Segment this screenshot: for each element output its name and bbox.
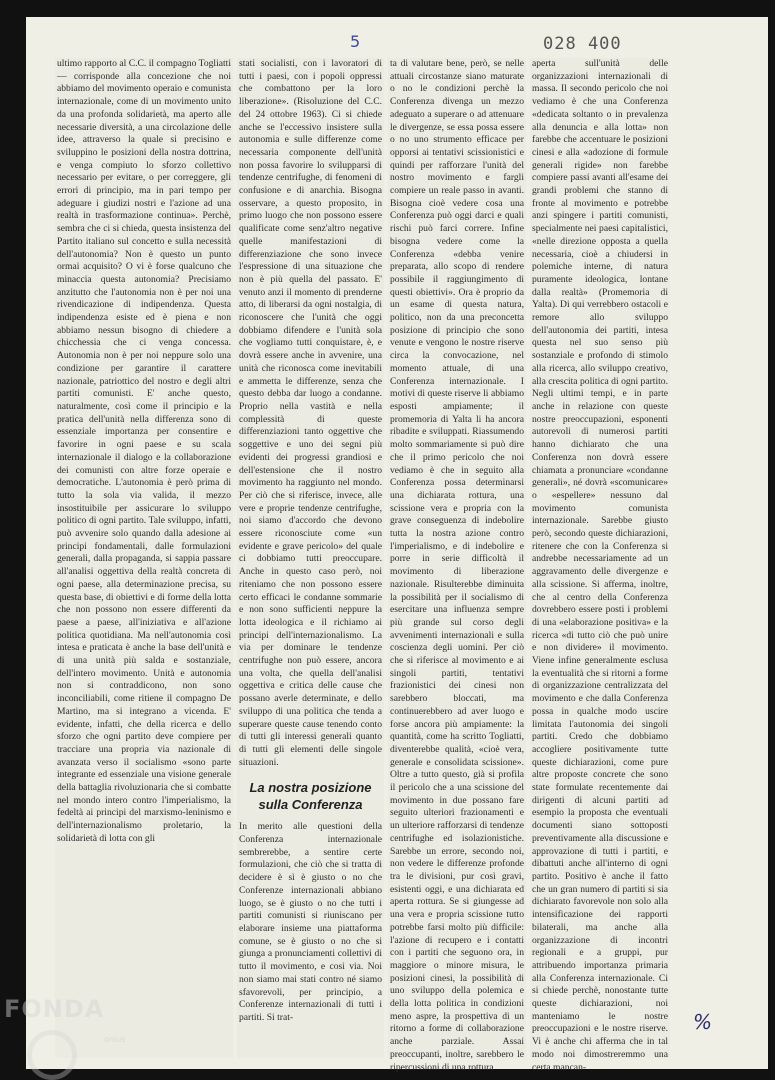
- newspaper-column-1: [55, 58, 233, 1058]
- handwritten-mark: %: [693, 1010, 713, 1034]
- column-4-text: aperta sull'unità delle organizzazioni internazionali di massa. Il secondo pericolo che noi vediamo è che una Conferenza «dedicata soltanto o in prevalenza alla denuncia e alla lotta» non farebbe che accentuare le posizioni cinesi e alla «adozione di formule generali rigide» non farebbe compiere passi avanti all'esame dei grandi problemi che stanno di fronte al movimento e potrebbe anzi spingere i partiti comunisti, specialmente nei paesi capitalistici, «nelle direzione opposta a quella necessaria, cioè a chiudersi in polemiche interne, di natura puramente ideologica, lontane dalla realtà» (Promemoria di Yalta). Di qui verrebbero ostacoli e remore allo sviluppo dell'autonomia dei partiti, intesa questa nel suo senso più sostanziale e profondo di stimolo alla ricerca, allo sviluppo creativo, alla crescita politica di ogni partito. Negli ultimi tempi, e in parte anche in relazione con queste nostre preoccupazioni, esponenti autorevoli di numerosi partiti hanno dichiarato che una Conferenza non dovrà essere chiamata a pronunciare «condanne generali», né dovrà «scomunicare» o «espellere» nessuno dal movimento comunista internazionale. Sarebbe giusto però, secondo queste dichiarazioni, ritenere che con la Conferenza si andrebbe necessariamente ad un aggravamento delle divergenze e alla scissione. Si afferma, inoltre, che al centro della Conferenza dovrebbero essere posti i problemi di una «elaborazione positiva» e la ricerca «di tutto ciò che può unire e non dividere» il movimento. Viene infine generalmente esclusa la eventualità che si ritorni a forme di organizzazione centralizzata del movimento e che dalla Conferenza possa in qualche modo uscire limitata l'autonomia dei singoli partiti. Credo che dobbiamo accogliere positivamente tutte queste dichiarazioni, come pure altre proposte concrete che sono state formulate recentemente dai dirigenti di alcuni partiti ad esempio la proposta che eventuali documenti siano sottoposti preventivamente alla discussione e approvazione di tutti i partiti, e dibattuti anche all'interno di ogni partito. Positivo è anche il fatto che un gran numero di partiti si sia dichiarato favorevole non solo alla intensificazione dei rapporti bilaterali, ma anche alla organizzazione di incontri regionali e a gruppi, pur attribuendo importanza primaria alla Conferenza internazionale. Ci si chiede perchè, nonostante tutte queste dichiarazioni, noi manteniamo le nostre preoccupazioni e le nostre riserve. Vi è anche chi afferma che in tal modo noi dimostreremmo una certa mancan-: [532, 58, 668, 1073]
- archive-stamp-number: 028 400: [543, 34, 622, 54]
- watermark-logo-icon: [27, 1030, 77, 1080]
- handwritten-page-number: 5: [350, 32, 361, 51]
- section-heading: La nostra posizione sulla Conferenza: [249, 780, 372, 813]
- column-3-text: ta di valutare bene, però, se nelle attuali circostanze siano maturate o no le condizioni perchè la Conferenza divenga un mezzo adeguato a superare o ad attenuare le divergenze, se essa possa essere o no uno strumento efficace per opporsi ai tentativi scissionistici e quindi per rafforzare l'unità del nostro movimento e fargli compiere un reale passo in avanti. Bisogna cioè vedere cosa una Conferenza può oggi darci e quali rischi può farci correre. Infine bisogna vedere come la Conferenza «debba venire preparata, allo scopo di rendere possibile il raggiungimento di questi obiettivi». Ora è proprio da un esame di questa natura, politico, non da una preconcetta posizione di principio che sono venute e vengono le nostre riserve circa la convocazione, nel momento attuale, di una Conferenza internazionale. I motivi di queste riserve li abbiamo esposti ampiamente; il promemoria di Yalta li ha ancora ribadite e sviluppati. Riassumendo molto sommariamente si può dire che il primo pericolo che noi vediamo è che in seguito alla Conferenza possa determinarsi una dichiarata rottura, una scissione vera e propria con la grave conseguenza di indebolire tutta la nostra azione contro l'imperialismo, e di indebolire e porre in serie difficoltà il movimento di liberazione nazionale. Risulterebbe diminuita la possibilità per il socialismo di esercitare una influenza sempre più grande sul corso degli avvenimenti internazionali e sulla coscienza degli uomini. Per ciò che si riferisce al movimento e ai singoli partiti, tentativi frazionistici dei cinesi non sarebbero bloccati, ma continuerebbero ad aver luogo e forse ancora più ampiamente: la quantità, come ha scritto Togliatti, diventerebbe qualità, «cioè vera, generale e consolidata scissione». Oltre a tutto questo, già si profila il pericolo che a una scissione del movimento in due possano fare seguito ulteriori frazionamenti e un ulteriore rafforzarsi di tendenze centrifughe ed isolazionistiche. Sarebbe un errore, secondo noi, non vedere le differenze profonde tra le divisioni, pur così gravi, esistenti oggi, e una dichiarata ed aperta rottura. Se si giungesse ad una vera e propria scissione tutto potrebbe farsi molto più difficile: l'azione di recupero e i contatti con i partiti che seguono ora, in maggiore o minore misura, le posizioni cinesi, la possibilità di uno sviluppo della polemica e della lotta politica in condizioni meno aspre, la prospettiva di un ritorno a forme di collaborazione anche parziale. Assai preoccupanti, inoltre, sarebbero le ripercussioni di una rottura: [390, 58, 524, 1073]
- newspaper-column-3: [388, 58, 526, 1073]
- column-2-text-bottom: In merito alle questioni della Conferenza internazionale sembrerebbe, a sentire certe formulazioni, che ciò che si tratta di decidere è sì è giusto o no che Conferenze internazionali abbiano luogo, se è giusto o no che tutti i partiti comunisti si riuniscano per elaborare insieme una piattaforma comune, se è giusto o no che si giunga a pronunciamenti collettivi di tutto il movimento, e così via. Noi non siamo mai stati contro né siamo sfavorevoli, per principio, a Conferenze internazionali di tutti i partiti. Si trat-: [239, 821, 382, 1023]
- column-1-text: ultimo rapporto al C.C. il compagno Togliatti — corrisponde alla concezione che noi abbiamo del movimento operaio e comunista internazionale, come di un movimento unito da una profonda solidarietà, ma aperto alle necessarie diversità, a una circolazione delle idee, attraverso la quale si precisino e sviluppino le posizioni della nostra dottrina, e venga compiuto lo sforzo collettivo necessario per evitare, o per correggere, gli errori di principio, ma in pari tempo per adeguare i giudizi nostri e l'azione ad una realtà in trasformazione continua». Perchè, sembra che ci si chieda, questa insistenza del Partito italiano sul concetto e sulla necessità dell'autonomia? Non è questo un punto ormai acquisito? O vi è forse qualcuno che minaccia questa autonomia? Precisiamo anzitutto che l'autonomia non è per noi una rivendicazione di indipendenza. Questa indipendenza esiste ed è piena e non abbiamo nessun bisogno di chiedere a chicchessia che ci venga concessa. Autonomia non è per noi neppure solo una condizione per garantire il carattere nazionale, patriottico del nostro e degli altri partiti comunisti. E' anche questo, naturalmente, così come il principio e la pratica dell'unità nella differenza sono di essenziale importanza per consentire e favorire in ogni paese e su scala internazionale il dialogo e la collaborazione dei comunisti con altre forze operaie e democratiche. L'autonomia è però prima di tutto la sola via valida, il mezzo insostituibile per assicurare lo sviluppo politico di ogni partito. Tale sviluppo, infatti, può avvenire solo quando dalla adesione ai principi fondamentali, dalle formulazioni generali, dalla propaganda, si sappia passare all'analisi oggettiva della realtà concreta di ogni paese, alla determinazione precisa, su questa base, di obiettivi e di forme della lotta che non possono non essere differenti da paese a paese, all'iniziativa e all'azione politica quotidiana. Ma nell'autonomia così intesa e praticata è anche la base dell'unità e di una unità più salda e sostanziale, dell'intero movimento. Unità e autonomia non si contraddicono, non sono inconciliabili, come ritiene il compagno De Martino, ma si integrano a vicenda. E' evidente, infatti, che della ricerca e dello sforzo che ogni partito deve compiere per tracciare una propria via nazionale di avanzata verso il socialismo «sono parte integrante ed essenziale una visione generale della battaglia rivoluzionaria che si combatte nel mondo intero contro l'imperialismo, la fedeltà ai principi del marxismo-leninismo e dell'internazionalismo proletario, la solidarietà di lotta con gli: [57, 58, 231, 844]
- newspaper-column-2: [237, 58, 384, 1058]
- watermark-small-text: onlus: [104, 1035, 126, 1044]
- column-2-text-top: stati socialisti, con i lavoratori di tutti i paesi, con i popoli oppressi che combattono per la loro liberazione». (Risoluzione del C.C. del 24 ottobre 1963). Ci si chiede anche se l'eccessivo insistere sulla autonomia e sulle differenze come necessaria componente dell'unità non possa favorire lo svilupparsi di tendenze centrifughe, di fenomeni di confusione e di anarchia. Bisogna osservare, a questo proposito, in primo luogo che non possono essere qualificate come senz'altro negative quelle manifestazioni di differenziazione che sono invece l'espressione di una situazione che non è più quella del passato. E' venuto anzi il momento di prenderne atto, di liberarsi da ogni nostalgia, di riconoscere che l'unità che oggi dobbiamo difendere e l'unità sola che vogliamo tutti conquistare, è, e dovrà essere anche in avvenire, una unità che riconosca come inevitabili e ammetta le differenze, senza che questo debba dar luogo a condanne. Proprio nella vastità e nella complessità di queste differenziazioni tanto oggettive che soggettive e uno dei segni più evidenti dei progressi grandiosi e dell'estensione che il nostro movimento ha raggiunto nel mondo. Per ciò che si riferisce, invece, alle vere e proprie tendenze centrifughe, noi siamo d'accordo che devono essere riconosciute come «un evidente e grave pericolo» del quale ci dobbiamo tutti preoccupare. Anche in questo caso però, noi riteniamo che non possono essere certo efficaci le condanne sommarie e non sono sufficienti neppure la lotta ideologica e il richiamo ai principi dell'internazionalismo. La via per dominare le tendenze centrifughe non può essere, ancora una volta, che quella dell'analisi oggettiva e critica delle cause che possano averle determinate, e dello sviluppo di una politica che tenda a superare queste cause tenendo conto di tutti gli interessi generali quanto di tutti gli elementi delle singole situazioni.: [239, 58, 382, 768]
- watermark-text: FONDA: [4, 995, 105, 1023]
- newspaper-column-4: [530, 58, 670, 1073]
